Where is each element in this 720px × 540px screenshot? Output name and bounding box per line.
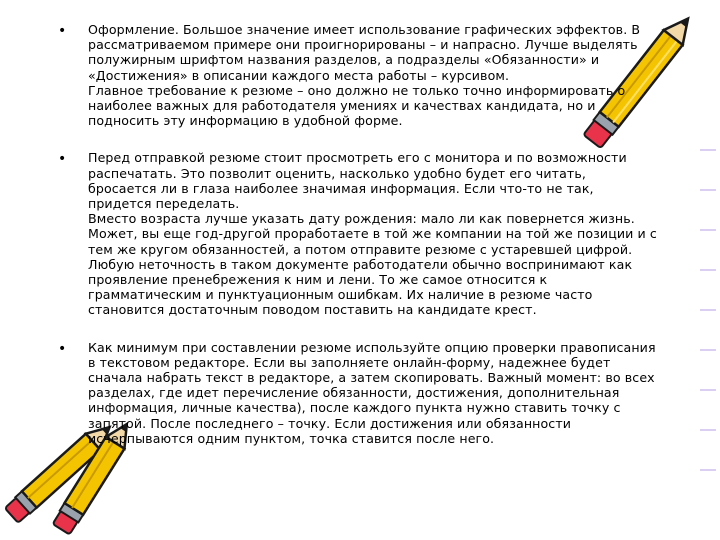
bullet-paragraph: Любую неточность в таком документе работодатели обычно воспринимают как проявление пренебрежения к ним и лени. То же самое относится к грамматическим и пунктуационным ошибкам. Их наличие в резюме часто становится достаточным поводом поставить на кандидате крест.	[88, 256, 633, 318]
bullet-paragraph: Главное требование к резюме – оно должно не только точно информировать о наиболее важных для работодателя умениях и качествах кандидата, но и подносить эту информацию в удобной форме.	[88, 82, 626, 129]
bullet-paragraph: Перед отправкой резюме стоит просмотреть его с монитора и по возможности распечатать. Это позволит оценить, насколько удобно будет его читать, бросается ли в глаза наиболее значимая информация. Если что-то не так, придется переделать.	[88, 150, 627, 212]
bullet-item	[58, 22, 658, 128]
bullet-marker: •	[58, 151, 67, 168]
bullet-paragraph: Оформление. Большое значение имеет использование графических эффектов. В рассматриваемом примере они проигнорированы – и напрасно. Лучше выделять полужирным шрифтом названия разделов, а подразделы «Обязанности» и «Достижения» в описании каждого места работы – курсивом.	[88, 22, 641, 83]
bullet-item	[58, 150, 658, 317]
bullet-item	[58, 340, 658, 446]
bullet-marker: •	[58, 23, 67, 39]
bullet-paragraph: Как минимум при составлении резюме используйте опцию проверки правописания в текстовом редакторе. Если вы заполняете онлайн-форму, надежнее будет сначала набрать текст в редакторе, а затем скопировать. Важный момент: во всех разделах, где идет перечисление обязанности, достижения, дополнительная информация, личные качества), после каждого пункта нужно ставить точку с запятой. После последнего – точку. Если достижения или обязанности исчерпываются одним пунктом, точка ставится после него.	[88, 339, 656, 446]
bullet-list	[58, 22, 658, 462]
bullet-marker: •	[58, 340, 67, 357]
bullet-paragraph: Вместо возраста лучше указать дату рождения: мало ли как повернется жизнь. Может, вы еще год-другой проработаете в той же компании на той же позиции и с тем же кругом обязанностей, а потом отправите резюме с устаревшей цифрой.	[88, 211, 657, 257]
